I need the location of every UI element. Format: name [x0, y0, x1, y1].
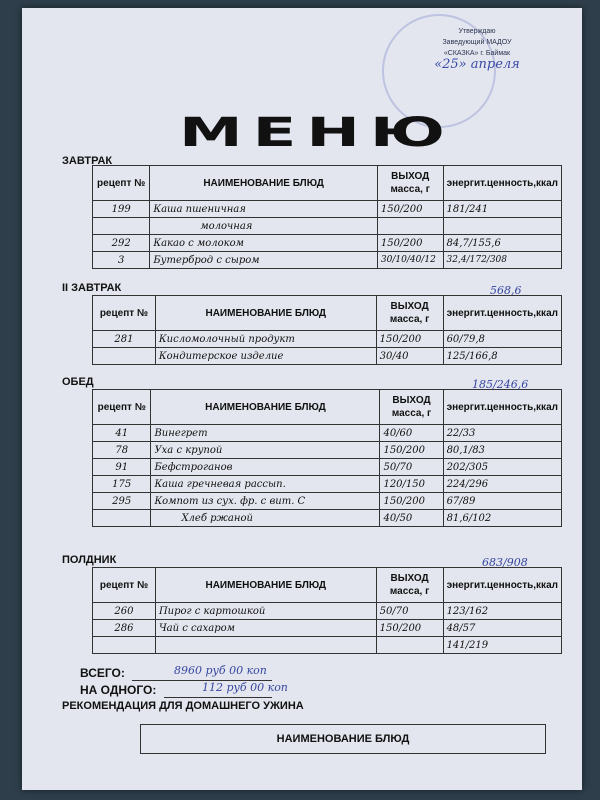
table-row	[93, 235, 562, 252]
table-row	[93, 425, 562, 442]
cell-energy: 141/219	[443, 637, 561, 654]
cell-yield: 30/40	[376, 348, 443, 365]
cell-dish: Хлеб ржаной	[151, 510, 380, 527]
header-recipe: рецепт №	[93, 296, 156, 331]
header-energy: энергит.ценность,ккал	[443, 296, 561, 331]
lunch-table	[92, 389, 562, 527]
cell-energy: 181/241	[443, 201, 561, 218]
cell-yield: 120/150	[380, 476, 443, 493]
cell-dish: Уха с крупой	[151, 442, 380, 459]
header-recipe: рецепт №	[93, 390, 151, 425]
total-value: 8960 руб 00 коп	[174, 664, 267, 677]
header-energy: энергит.ценность,ккал	[443, 390, 561, 425]
cell-recipe: 91	[93, 459, 151, 476]
section-label-breakfast: ЗАВТРАК	[62, 155, 113, 167]
cell-yield: 30/10/40/12	[377, 252, 443, 269]
cell-recipe	[93, 348, 156, 365]
approval-line3: «СКАЗКА» г. Баймак	[443, 50, 511, 57]
cell-recipe: 260	[93, 603, 156, 620]
lunch-total: 683/908	[482, 556, 528, 569]
cell-energy	[443, 218, 561, 235]
second-breakfast-table	[92, 295, 562, 365]
cell-dish: Какао с молоком	[150, 235, 378, 252]
table-row	[93, 348, 562, 365]
cell-yield: 150/200	[376, 331, 443, 348]
cell-energy: 60/79,8	[443, 331, 561, 348]
cell-recipe: 175	[93, 476, 151, 493]
table-row	[93, 459, 562, 476]
breakfast-table	[92, 165, 562, 269]
table-row	[93, 603, 562, 620]
approval-line1: Утверждаю	[458, 28, 496, 35]
cell-yield	[377, 218, 443, 235]
second-breakfast-total: 185/246,6	[472, 378, 529, 391]
cell-yield: 150/200	[376, 620, 443, 637]
per-one-value: 112 руб 00 коп	[202, 681, 288, 694]
table-row	[93, 493, 562, 510]
header-recipe: рецепт №	[93, 166, 150, 201]
table-row	[93, 620, 562, 637]
approval-date: «25» апреля	[434, 57, 520, 72]
cell-dish: Каша пшеничная	[150, 201, 378, 218]
cell-recipe: 199	[93, 201, 150, 218]
cell-dish: Бутерброд с сыром	[150, 252, 378, 269]
dinner-table-header	[140, 724, 546, 754]
table-header-row	[93, 390, 562, 425]
header-dish: НАИМЕНОВАНИЕ БЛЮД	[155, 568, 376, 603]
approval-block	[402, 26, 552, 70]
header-yield: ВЫХОД масса, г	[377, 166, 443, 201]
total-label: ВСЕГО:	[80, 666, 125, 680]
cell-yield: 150/200	[377, 235, 443, 252]
dinner-header-dish: НАИМЕНОВАНИЕ БЛЮД	[276, 733, 410, 745]
cell-energy: 32,4/172/308	[443, 252, 561, 269]
table-row	[93, 252, 562, 269]
cell-recipe: 281	[93, 331, 156, 348]
cell-yield: 40/60	[380, 425, 443, 442]
cell-yield: 150/200	[380, 493, 443, 510]
cell-dish: Винегрет	[151, 425, 380, 442]
section-label-lunch: ОБЕД	[62, 376, 94, 388]
table-header-row	[93, 166, 562, 201]
cell-recipe: 295	[93, 493, 151, 510]
cell-recipe	[93, 637, 156, 654]
header-yield: ВЫХОД масса, г	[376, 568, 443, 603]
cell-recipe: 41	[93, 425, 151, 442]
cell-energy: 22/33	[443, 425, 561, 442]
cell-dish: Чай с сахаром	[155, 620, 376, 637]
cell-recipe: 78	[93, 442, 151, 459]
cell-yield: 50/70	[380, 459, 443, 476]
per-one-label: НА ОДНОГО:	[80, 683, 157, 697]
cell-dish: Кисломолочный продукт	[155, 331, 376, 348]
cell-energy: 125/166,8	[443, 348, 561, 365]
cell-energy: 48/57	[443, 620, 561, 637]
header-energy: энергит.ценность,ккал	[443, 166, 561, 201]
cell-energy: 81,6/102	[443, 510, 561, 527]
cell-dish: Кондитерское изделие	[155, 348, 376, 365]
header-dish: НАИМЕНОВАНИЕ БЛЮД	[150, 166, 378, 201]
per-one-underline	[164, 697, 272, 698]
table-row	[93, 201, 562, 218]
table-row	[93, 331, 562, 348]
header-yield: ВЫХОД масса, г	[376, 296, 443, 331]
cell-energy: 84,7/155,6	[443, 235, 561, 252]
cell-yield: 150/200	[377, 201, 443, 218]
page-title: МЕНЮ	[178, 110, 456, 156]
cell-energy: 80,1/83	[443, 442, 561, 459]
breakfast-total: 568,6	[490, 284, 522, 297]
cell-yield	[376, 637, 443, 654]
table-row	[93, 476, 562, 493]
table-row	[93, 637, 562, 654]
header-dish: НАИМЕНОВАНИЕ БЛЮД	[155, 296, 376, 331]
cell-dish: Пирог с картошкой	[155, 603, 376, 620]
cell-yield: 50/70	[376, 603, 443, 620]
table-row	[93, 218, 562, 235]
table-row	[93, 510, 562, 527]
table-header-row	[93, 296, 562, 331]
cell-recipe: 292	[93, 235, 150, 252]
cell-energy: 202/305	[443, 459, 561, 476]
section-label-second-breakfast: II ЗАВТРАК	[62, 282, 122, 294]
table-row	[93, 442, 562, 459]
header-yield: ВЫХОД масса, г	[380, 390, 443, 425]
snack-table	[92, 567, 562, 654]
cell-dish: Бефстроганов	[151, 459, 380, 476]
cell-energy: 67/89	[443, 493, 561, 510]
header-dish: НАИМЕНОВАНИЕ БЛЮД	[151, 390, 380, 425]
cell-recipe	[93, 218, 150, 235]
section-label-snack: ПОЛДНИК	[62, 554, 117, 566]
cell-recipe	[93, 510, 151, 527]
cell-recipe: 286	[93, 620, 156, 637]
cell-dish: Каша гречневая рассып.	[151, 476, 380, 493]
cell-recipe: 3	[93, 252, 150, 269]
cell-yield: 150/200	[380, 442, 443, 459]
cell-dish: Компот из сух. фр. с вит. С	[151, 493, 380, 510]
cell-energy: 123/162	[443, 603, 561, 620]
cell-energy: 224/296	[443, 476, 561, 493]
menu-sheet	[22, 8, 582, 790]
dinner-recommendation-label: РЕКОМЕНДАЦИЯ ДЛЯ ДОМАШНЕГО УЖИНА	[62, 700, 304, 712]
header-energy: энергит.ценность,ккал	[443, 568, 561, 603]
cell-yield: 40/50	[380, 510, 443, 527]
cell-dish	[155, 637, 376, 654]
cell-dish: молочная	[150, 218, 378, 235]
header-recipe: рецепт №	[93, 568, 156, 603]
table-header-row	[93, 568, 562, 603]
approval-line2: Заведующий МАДОУ	[442, 39, 512, 46]
